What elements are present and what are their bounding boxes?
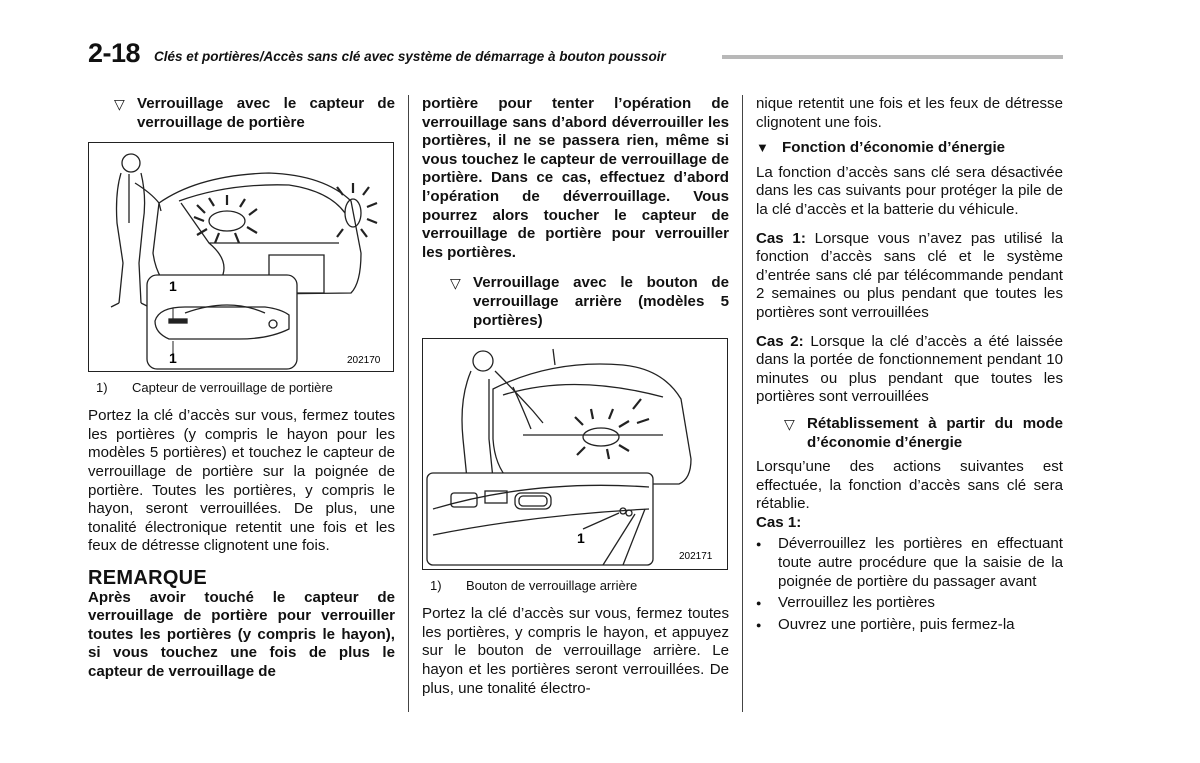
callout-1-bottom: 1	[169, 350, 177, 367]
paragraph-continuation: nique retentit une fois et les feux de détresse clignotent une fois.	[756, 95, 1063, 131]
paragraph-rear-button: Portez la clé d’accès sur vous, fermez toutes les portières, y compris le hayon, et appuyez sur le bouton de verrouillage arrière. Le hayon et les portières seront verrouillées. De plus, une tonalité électro-	[422, 605, 729, 697]
chapter-title: Clés et portières/Accès sans clé avec système de démarrage à bouton poussoir	[154, 49, 666, 64]
bullet-item: ● Ouvrez une portière, puis fermez-la	[756, 615, 1015, 633]
case-2-paragraph: Cas 2: Lorsque la clé d’accès a été laissée dans la portée de fonctionnement pendant 10 minutes ou plus pendant que toutes les portières sont verrouillées	[756, 332, 1064, 406]
restore-intro: Lorsqu’une des actions suivantes est effectuée, la fonction d’accès sans clé sera rétablie.	[756, 458, 1063, 513]
bullet-dot-icon: ●	[756, 619, 762, 630]
subheading-restore: ▽ Rétablissement à partir du mode d’économie d’énergie	[784, 414, 1063, 451]
figure-caption: 1) Capteur de verrouillage de portière	[96, 380, 333, 396]
figure-rear-button	[422, 338, 728, 570]
subhead-triangle-icon: ▽	[450, 275, 461, 292]
header-rule	[722, 55, 1063, 59]
remarque-heading: REMARQUE	[88, 566, 208, 589]
callout-1: 1	[577, 530, 585, 547]
remarque-text: Après avoir touché le capteur de verrouillage de portière pour verrouiller toutes les portières (y compris le hayon), si vous touchez une fois de plus le capteur de verrouillage de	[88, 588, 395, 680]
callout-1-top: 1	[169, 278, 177, 295]
column-1	[88, 95, 395, 682]
energy-saving-intro: La fonction d’accès sans clé sera désactivée dans les cas suivants pour protéger la pile de la clé d’accès et la batterie du véhicule.	[756, 163, 1063, 218]
page-header	[88, 38, 1063, 68]
case-1-paragraph: Cas 1: Lorsque vous n’avez pas utilisé la fonction d’accès sans clé et le système d’entrée sans clé par télécommande pendant 2 semaines ou plus pendant que toutes les portières sont verrouillées	[756, 229, 1063, 321]
figure-number: 202170	[347, 355, 381, 367]
bullet-item: ● Verrouillez les portières	[756, 594, 935, 612]
paragraph-door-sensor: Portez la clé d’accès sur vous, fermez toutes les portières (y compris le hayon pour les modèles 5 portières) et touchez le capteur de verrouillage de portière sur la poignée de portière. Toutes les portières, y compris le hayon, seront verrouillées. De plus, une tonalité électronique retentit une fois et les feux de détresse clignotent une fois.	[88, 407, 395, 555]
figure-number: 202171	[679, 551, 713, 563]
section-heading-energy-saving: ▼ Fonction d’économie d’énergie	[756, 139, 1006, 157]
subhead-triangle-icon: ▽	[784, 415, 795, 432]
section-triangle-icon: ▼	[756, 140, 769, 156]
column-divider-2	[742, 95, 743, 712]
subheading-rear-button: ▽ Verrouillage avec le bouton de verrouillage arrière (modèles 5 portières)	[450, 274, 729, 329]
figure-caption: 1) Bouton de verrouillage arrière	[430, 578, 638, 594]
restore-case-1-label: Cas 1:	[756, 513, 802, 531]
tailgate-button-illustration	[423, 339, 727, 569]
remarque-continuation: portière pour tenter l’opération de verrouillage sans d’abord déverrouiller les portières, il ne se passera rien, même si vous touchez le capteur de verrouillage de portière. Dans ce cas, effectuez d’abord l’opération de déverrouillage. Vous pourrez alors toucher le capteur de verrouillage de portière pour verrouiller les portières.	[422, 95, 729, 261]
bullet-dot-icon: ●	[756, 598, 762, 609]
page-number: 2-18	[88, 38, 141, 68]
column-3	[756, 95, 1063, 634]
column-divider-1	[408, 95, 409, 712]
subheading-door-sensor: ▽ Verrouillage avec le capteur de verrouillage de portière	[114, 95, 395, 131]
figure-door-sensor	[88, 142, 394, 372]
subhead-triangle-icon: ▽	[114, 96, 125, 112]
car-door-handle-illustration	[89, 143, 393, 371]
bullet-dot-icon: ●	[756, 539, 762, 550]
bullet-item: ● Déverrouillez les portières en effectuant toute autre procédure que la saisie de la poignée de portière du passager avant	[756, 535, 1063, 590]
column-2	[422, 95, 729, 698]
